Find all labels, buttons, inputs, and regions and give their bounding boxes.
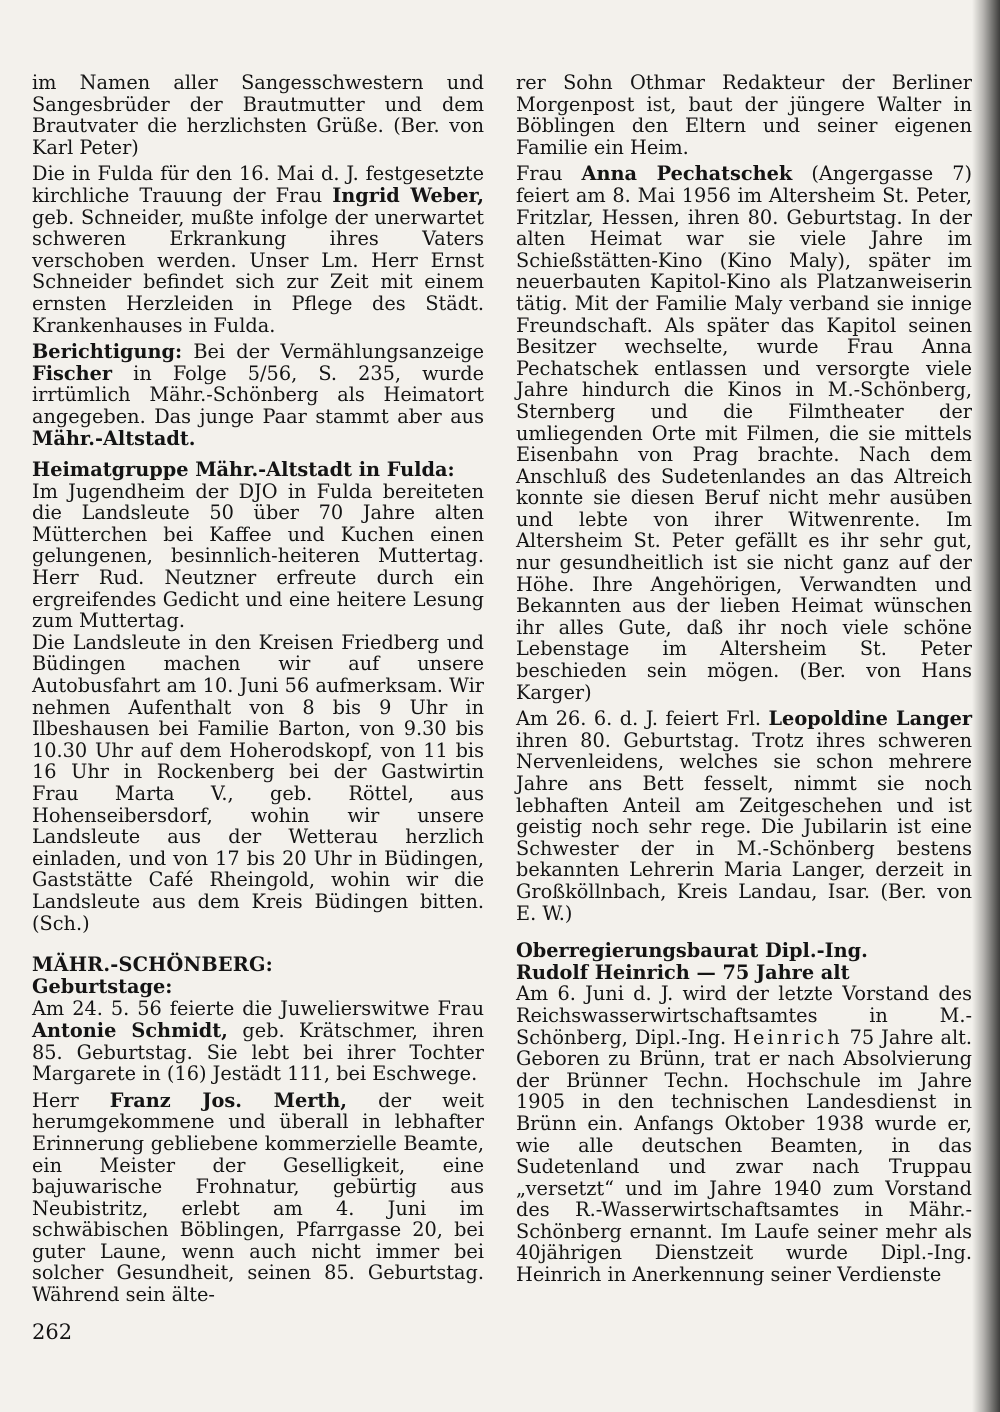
person-name: Anna Pechatschek xyxy=(581,162,793,186)
paragraph-merth-continued: rer Sohn Othmar Redakteur der Berliner Morgenpost ist, baut der jüngere Walter in Böblingen den Eltern und seiner eigenen Familie ein Heim. xyxy=(516,71,972,159)
correction-label: Berichtigung: xyxy=(32,340,183,364)
person-name: Ingrid Weber, xyxy=(332,183,484,207)
paragraph-birthday-langer: Am 26. 6. d. J. feiert Frl. Leopoldine Langer ihren 80. Geburtstag. Trotz ihres schweren Nervenleidens, welches sie schon mehrere Jahre ans Bett fesselt, nimmt sie noch lebhaften Anteil am Zeitgeschehen und ist geistig noch sehr rege. Die Jubilarin ist eine Schwester der in M.-Schönberg bestens bekannten Lehrerin Maria Langer, derzeit in Großköllnbach, Kreis Landau, Isar. (Ber. von E. W.) xyxy=(516,707,972,925)
heading-heinrich-line2: Rudolf Heinrich — 75 Jahre alt xyxy=(516,960,850,984)
section-title-maehr-schoenberg: MÄHR.-SCHÖNBERG: xyxy=(32,953,273,977)
page-number: 262 xyxy=(32,1320,73,1344)
paragraph-heinrich: Am 6. Juni d. J. wird der letzte Vorstand des Reichswasserwirtschaftsamtes in M.-Schönberg, Dipl.-Ing. Heinrich 75 Jahre alt. Geboren zu Brünn, trat er nach Absolvierung der Brünner Techn. Hochschule im Jahre 1905 in den technischen Landesdienst in Brünn ein. Anfangs Oktober 1938 wurde er, wie alle deutschen Beamten, in das Sudetenland und zwar nach Truppau „versetzt“ und im Jahre 1940 zum Vorstand des R.-Wasserwirtschaftsamtes in Mähr.-Schönberg ernannt. Im Laufe seiner mehr als 40jährigen Dienstzeit wurde Dipl.-Ing. Heinrich in Anerkennung seiner Verdienste xyxy=(516,982,972,1287)
paragraph-mothers-day: Im Jugendheim der DJO in Fulda bereiteten die Landsleute 50 über 70 Jahre alten Mütterchen bei Kaffee und Kuchen einen gelungenen, besinnlich-heiteren Muttertag. Herr Rud. Neutzner erfreute durch ein ergreifendes Gedicht und eine heitere Lesung zum Muttertag. xyxy=(32,479,484,633)
paragraph-correction: Berichtigung: Bei der Vermählungsanzeige Fischer in Folge 5/56, S. 235, wurde irrtümlich Mähr.-Schönberg als Heimatort angegeben. Das junge Paar stammt aber aus Mähr.-Altstadt. xyxy=(32,340,484,450)
person-name: Franz Jos. Merth, xyxy=(109,1088,348,1112)
paragraph-wedding-postponed: Die in Fulda für den 16. Mai d. J. festgesetzte kirchliche Trauung der Frau Ingrid Weber, geb. Schneider, mußte infolge der unerwartet schweren Erkrankung ihres Vaters verschoben werden. Unser Lm. Herr Ernst Schneider befindet sich zur Zeit mit einem ernsten Herzleiden in Pflege des Städt. Krankenhauses in Fulda. xyxy=(32,162,484,337)
subheading-birthdays: Geburtstage: xyxy=(32,974,173,998)
heading-heimatgruppe-fulda: Heimatgruppe Mähr.-Altstadt in Fulda: xyxy=(32,458,455,482)
right-column xyxy=(516,72,972,1291)
spaced-name: Heinrich xyxy=(733,1025,843,1049)
left-column xyxy=(32,72,484,1311)
binding-shadow xyxy=(972,0,1000,1412)
person-name: Antonie Schmidt, xyxy=(32,1018,228,1042)
paragraph-bus-trip: Die Landsleute in den Kreisen Friedberg und Büdingen machen wir auf unsere Autobusfahrt am 10. Juni 56 aufmerksam. Wir nehmen Aufenthalt von 8 bis 9 Uhr in Ilbeshausen bei Familie Barton, von 9.30 bis 10.30 Uhr auf dem Hoherodskopf, von 11 bis 16 Uhr in Rockenberg bei der Gastwirtin Frau Marta V., geb. Röttel, aus Hohenseibersdorf, wohin wir unsere Landsleute aus der Wetterau herzlich einladen, und von 17 bis 20 Uhr in Büdingen, Gaststätte Café Rheingold, wohin wir die Landsleute aus dem Kreis Büdingen bitten. (Sch.) xyxy=(32,630,484,935)
paragraph-greetings: im Namen aller Sangesschwestern und Sangesbrüder der Brautmutter und dem Brautvater die herzlichsten Grüße. (Ber. von Karl Peter) xyxy=(32,71,484,159)
paragraph-birthday-schmidt: Am 24. 5. 56 feierte die Juwelierswitwe Frau Antonie Schmidt, geb. Krätschmer, ihren 85. Geburtstag. Sie lebt bei ihrer Tochter Margarete in (16) Jestädt 111, bei Eschwege. xyxy=(32,997,485,1086)
person-name: Fischer xyxy=(32,361,113,385)
person-name: Leopoldine Langer xyxy=(768,707,972,731)
heading-heinrich-line1: Oberregierungsbaurat Dipl.-Ing. xyxy=(516,939,868,963)
place-name: Mähr.-Altstadt. xyxy=(32,426,196,450)
paragraph-birthday-merth: Herr Franz Jos. Merth, der weit herumgekommene und überall in lebhafter Erinnerung gebliebene kommerzielle Beamte, ein Meister der Geselligkeit, eine bajuwarische Frohnatur, gebürtig aus Neubistritz, erlebt am 4. Juni im schwäbischen Böblingen, Pfarrgasse 20, bei guter Laune, wenn auch nicht immer bei solcher Gesundheit, seinen 85. Geburtstag. Während sein älte- xyxy=(32,1088,484,1307)
paragraph-birthday-pechatschek: Frau Anna Pechatschek (Angergasse 7) feiert am 8. Mai 1956 im Altersheim St. Peter, Fritzlar, Hessen, ihren 80. Geburtstag. In der alten Heimat war sie viele Jahre im Schießstätten-Kino (Kino Maly), später im neuerbauten Kapitol-Kino als Platzanweiserin tätig. Mit der Familie Maly verband sie innige Freundschaft. Als später das Kapitol seinen Besitzer wechselte, wurde Frau Anna Pechatschek entlassen und versorgte viele Jahre hindurch die Kinos in M.-Schönberg, Sternberg und die Filmtheater der umliegenden Orte mit Filmen, die sie mittels Eisenbahn von Prag brachte. Nach dem Anschluß des Sudetenlandes an das Altreich konnte sie diesen Beruf nicht mehr ausüben und lebte von ihrer Witwenrente. Im Altersheim St. Peter gefällt es ihr sehr gut, nur gesundheitlich ist sie nicht ganz auf der Höhe. Ihre Angehörigen, Verwandten und Bekannten aus der lieben Heimat wünschen ihr alles Gute, daß ihr noch viele schöne Lebenstage im Altersheim St. Peter beschieden sein mögen. (Ber. von Hans Karger) xyxy=(516,162,973,704)
